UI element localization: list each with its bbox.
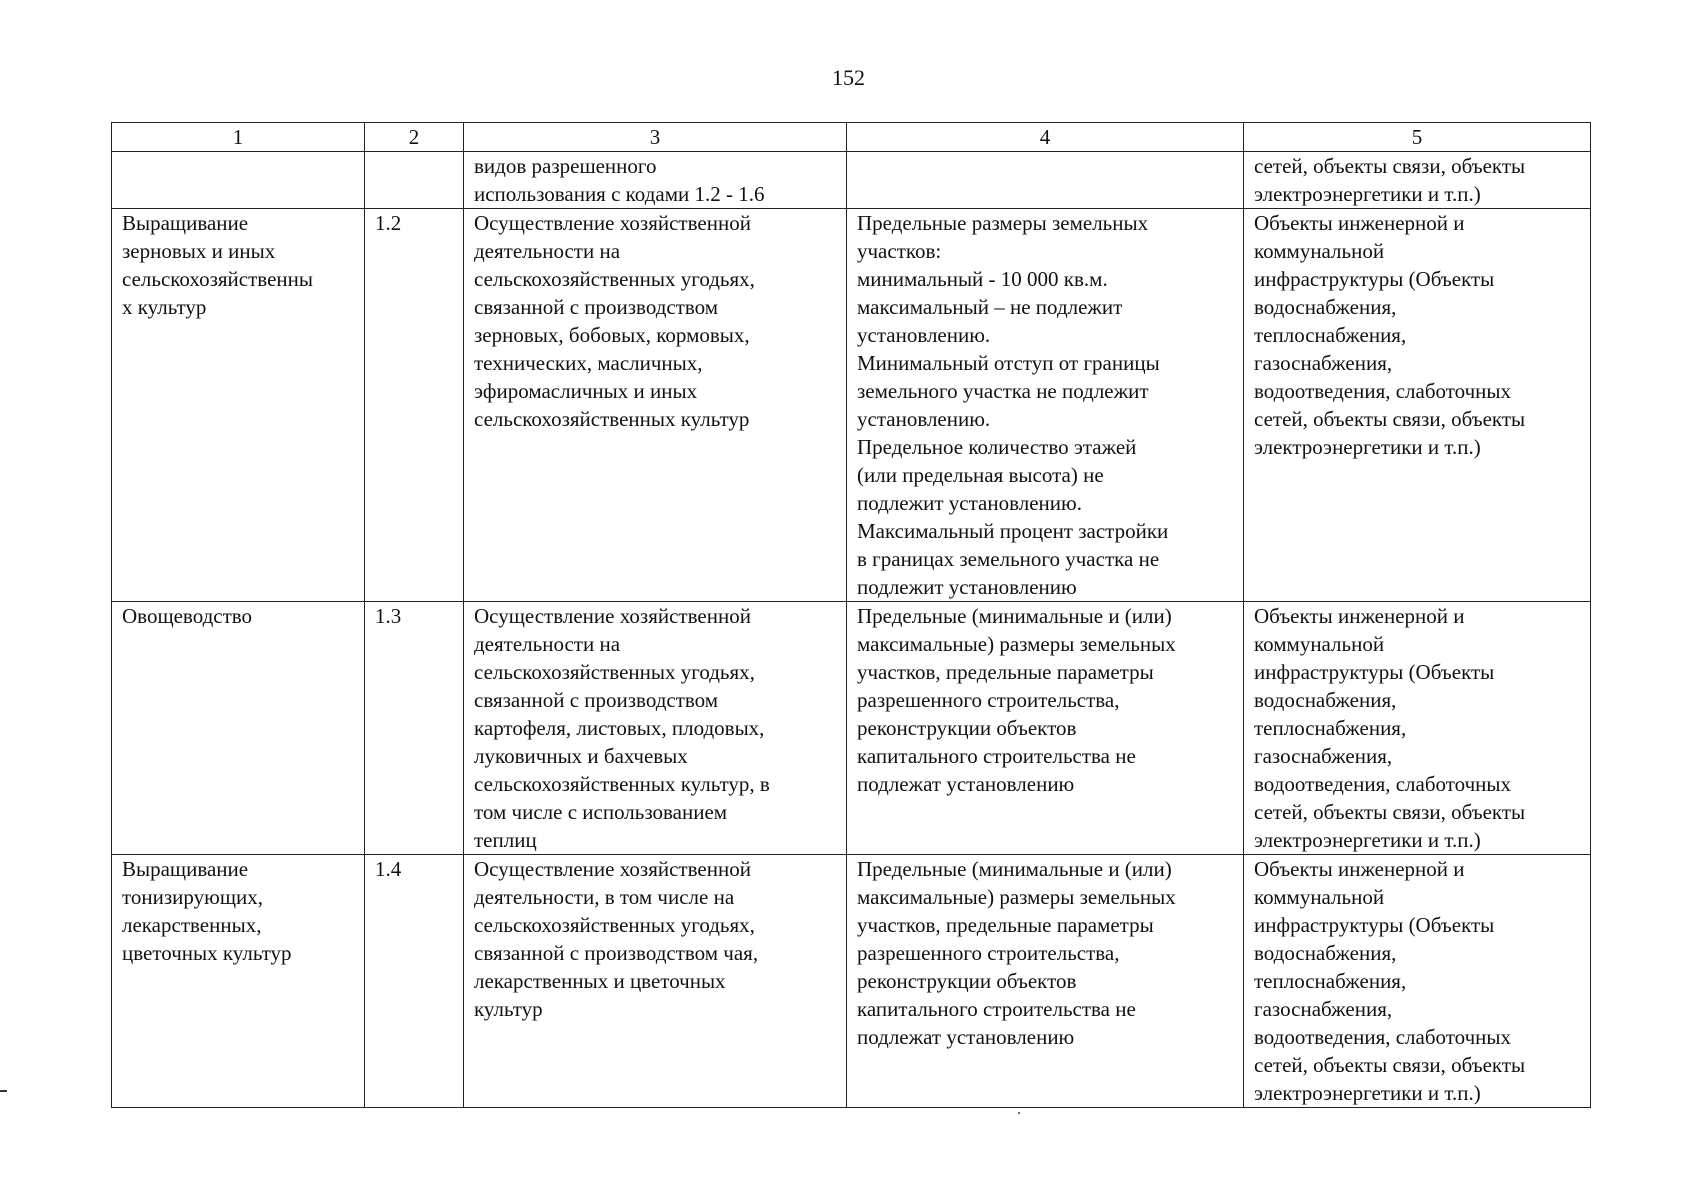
table-row [112, 209, 1591, 602]
cell-code: 1.4 [365, 855, 464, 1108]
cell-auxiliary-uses: Объекты инженерной и коммунальной инфраструктуры (Объекты водоснабжения, теплоснабжения, газоснабжения, водоотведения, слаботочных сетей, объекты связи, объекты электроэнергетики и т.п.) [1244, 855, 1591, 1108]
cell-description: Осуществление хозяйственной деятельности на сельскохозяйственных угодьях, связанной с производством зерновых, бобовых, кормовых, технических, масличных, эфиромасличных и иных сельскохозяйственных культур [464, 209, 847, 602]
cell-use-name: Выращивание зерновых и иных сельскохозяйственны х культур [112, 209, 365, 602]
table-header [112, 123, 1591, 152]
cell-auxiliary-uses: Объекты инженерной и коммунальной инфраструктуры (Объекты водоснабжения, теплоснабжения, газоснабжения, водоотведения, слаботочных сетей, объекты связи, объекты электроэнергетики и т.п.) [1244, 602, 1591, 855]
cell-use-name [112, 152, 365, 209]
table-body [112, 152, 1591, 1108]
table-row [112, 152, 1591, 209]
cell-parameters [847, 152, 1244, 209]
land-use-table [111, 122, 1591, 1108]
cell-code: 1.2 [365, 209, 464, 602]
cell-description: видов разрешенного использования с кодами 1.2 - 1.6 [464, 152, 847, 209]
column-header-5: 5 [1244, 123, 1591, 152]
cell-use-name: Выращивание тонизирующих, лекарственных, цветочных культур [112, 855, 365, 1108]
cell-parameters: Предельные (минимальные и (или) максимальные) размеры земельных участков, предельные параметры разрешенного строительства, реконструкции объектов капитального строительства не подлежат установлению [847, 855, 1244, 1108]
cell-parameters: Предельные (минимальные и (или) максимальные) размеры земельных участков, предельные параметры разрешенного строительства, реконструкции объектов капитального строительства не подлежат установлению [847, 602, 1244, 855]
cell-parameters: Предельные размеры земельных участков: минимальный - 10 000 кв.м. максимальный – не подлежит установлению. Минимальный отступ от границы земельного участка не подлежит установлению. Предельное количество этажей (или предельная высота) не подлежит установлению. Максимальный процент застройки в границах земельного участка не подлежит установлению [847, 209, 1244, 602]
table-row [112, 602, 1591, 855]
column-header-4: 4 [847, 123, 1244, 152]
cell-code: 1.3 [365, 602, 464, 855]
cell-code [365, 152, 464, 209]
scan-speck [1018, 1112, 1020, 1114]
cell-auxiliary-uses: Объекты инженерной и коммунальной инфраструктуры (Объекты водоснабжения, теплоснабжения, газоснабжения, водоотведения, слаботочных сетей, объекты связи, объекты электроэнергетики и т.п.) [1244, 209, 1591, 602]
column-header-3: 3 [464, 123, 847, 152]
cell-use-name: Овощеводство [112, 602, 365, 855]
header-row [112, 123, 1591, 152]
table-row [112, 855, 1591, 1108]
scan-margin-mark [0, 1090, 7, 1092]
cell-description: Осуществление хозяйственной деятельности, в том числе на сельскохозяйственных угодьях, связанной с производством чая, лекарственных и цветочных культур [464, 855, 847, 1108]
page-number: 152 [832, 65, 865, 90]
cell-auxiliary-uses: сетей, объекты связи, объекты электроэнергетики и т.п.) [1244, 152, 1591, 209]
cell-description: Осуществление хозяйственной деятельности на сельскохозяйственных угодьях, связанной с производством картофеля, листовых, плодовых, луковичных и бахчевых сельскохозяйственных культур, в том числе с использованием теплиц [464, 602, 847, 855]
column-header-1: 1 [112, 123, 365, 152]
column-header-2: 2 [365, 123, 464, 152]
